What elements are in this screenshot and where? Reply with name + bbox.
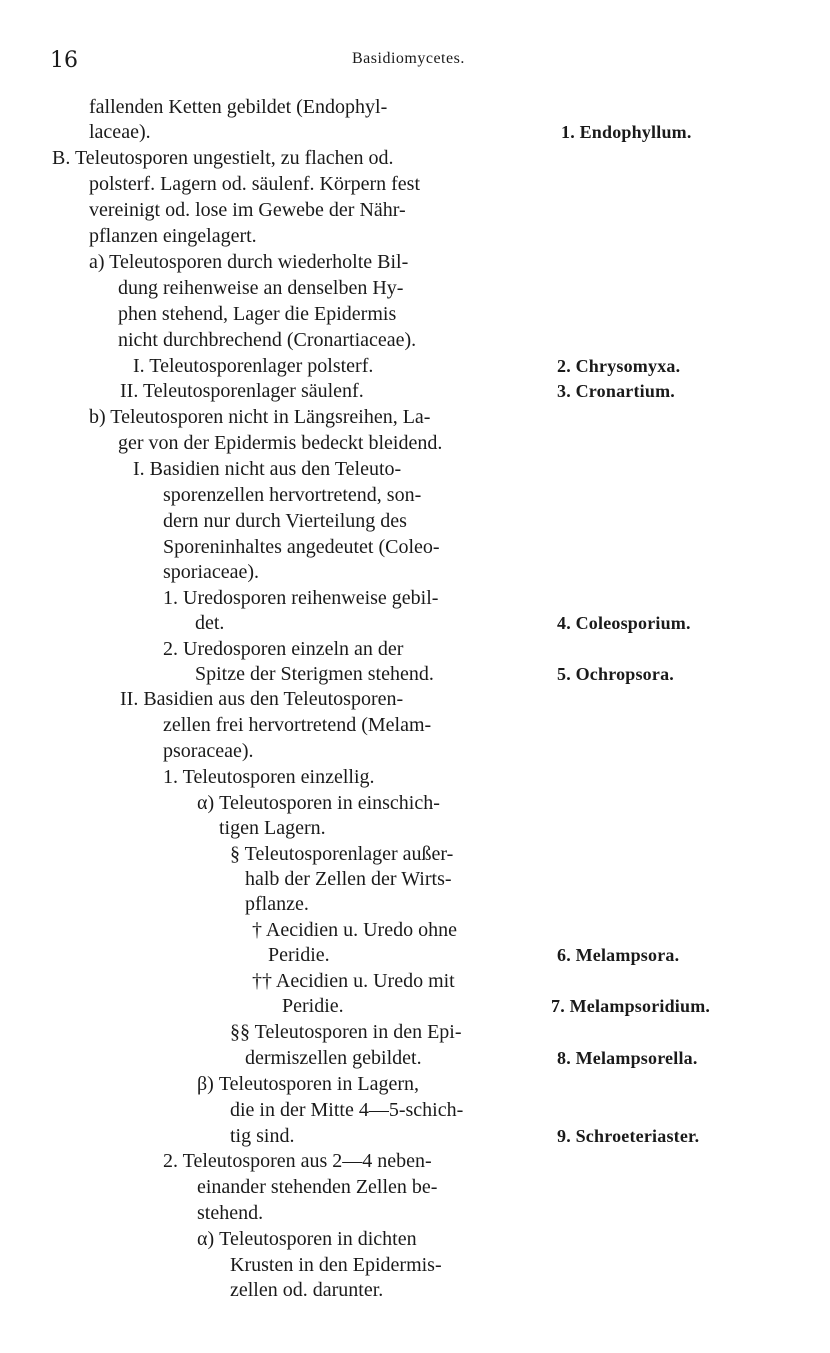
key-line: β) Teleutosporen in Lagern, [197,1073,420,1095]
key-line: ger von der Epidermis bedeckt bleidend. [118,432,443,454]
key-line: Spitze der Sterigmen stehend. [195,663,434,685]
key-line: tigen Lagern. [219,817,326,839]
genus-entry: 5. Ochropsora. [557,664,674,684]
genus-entry: 1. Endophyllum. [561,122,692,142]
key-line: 1. Uredosporen reihenweise gebil- [163,587,439,609]
key-line: pflanzen eingelagert. [89,225,257,247]
key-line: dern nur durch Vierteilung des [163,510,407,532]
key-line: sporenzellen hervortretend, son- [163,484,422,506]
key-line: nicht durchbrechend (Cronartiaceae). [118,329,417,351]
key-line: psoraceae). [163,740,254,762]
key-line: Sporeninhaltes angedeutet (Coleo- [163,536,440,558]
key-line: Peridie. [268,944,330,966]
key-line: tig sind. [230,1125,295,1147]
key-line: 2. Uredosporen einzeln an der [163,638,404,660]
running-title: Basidiomycetes. [352,50,465,67]
key-line: dung reihenweise an denselben Hy- [118,277,404,299]
key-line: †† Aecidien u. Uredo mit [252,970,455,992]
key-line: α) Teleutosporen in einschich- [197,792,440,814]
key-line: det. [195,612,225,634]
key-line: fallenden Ketten gebildet (Endophyl- [89,96,388,118]
key-line: polsterf. Lagern od. säulenf. Körpern fest [89,173,420,195]
genus-entry: 3. Cronartium. [557,381,675,401]
genus-entry: 8. Melampsorella. [557,1048,698,1068]
key-line: phen stehend, Lager die Epidermis [118,303,397,325]
key-line: § Teleutosporenlager außer- [230,843,454,865]
key-line: laceae). [89,121,151,143]
key-line: 2. Teleutosporen aus 2—4 neben- [163,1150,432,1172]
key-line: halb der Zellen der Wirts- [245,868,452,890]
key-line: B. Teleutosporen ungestielt, zu flachen od. [52,147,394,169]
key-line: I. Basidien nicht aus den Teleuto- [133,458,402,480]
key-line: b) Teleutosporen nicht in Längsreihen, La- [89,406,431,428]
genus-entry: 4. Coleosporium. [557,613,691,633]
key-line: vereinigt od. lose im Gewebe der Nähr- [89,199,406,221]
key-line: 1. Teleutosporen einzellig. [163,766,375,788]
key-line: einander stehenden Zellen be- [197,1176,438,1198]
key-line: Peridie. [282,995,344,1017]
key-line: zellen od. darunter. [230,1279,384,1301]
key-line: α) Teleutosporen in dichten [197,1228,417,1250]
genus-entry: 2. Chrysomyxa. [557,356,681,376]
page-number: 16 [50,48,78,73]
key-line: zellen frei hervortretend (Melam- [163,714,432,736]
genus-entry: 9. Schroeteriaster. [557,1126,700,1146]
key-line: I. Teleutosporenlager polsterf. [133,355,374,377]
key-line: pflanze. [245,893,309,915]
key-line: die in der Mitte 4—5-schich- [230,1099,464,1121]
key-line: stehend. [197,1202,264,1224]
key-line: sporiaceae). [163,561,260,583]
key-line: II. Basidien aus den Teleutosporen- [120,688,404,710]
key-line: † Aecidien u. Uredo ohne [252,919,457,941]
key-line: a) Teleutosporen durch wiederholte Bil- [89,251,409,273]
key-line: II. Teleutosporenlager säulenf. [120,380,364,402]
key-line: §§ Teleutosporen in den Epi- [230,1021,462,1043]
key-line: dermiszellen gebildet. [245,1047,422,1069]
genus-entry: 6. Melampsora. [557,945,680,965]
key-line: Krusten in den Epidermis- [230,1254,442,1276]
genus-entry: 7. Melampsoridium. [551,996,711,1016]
